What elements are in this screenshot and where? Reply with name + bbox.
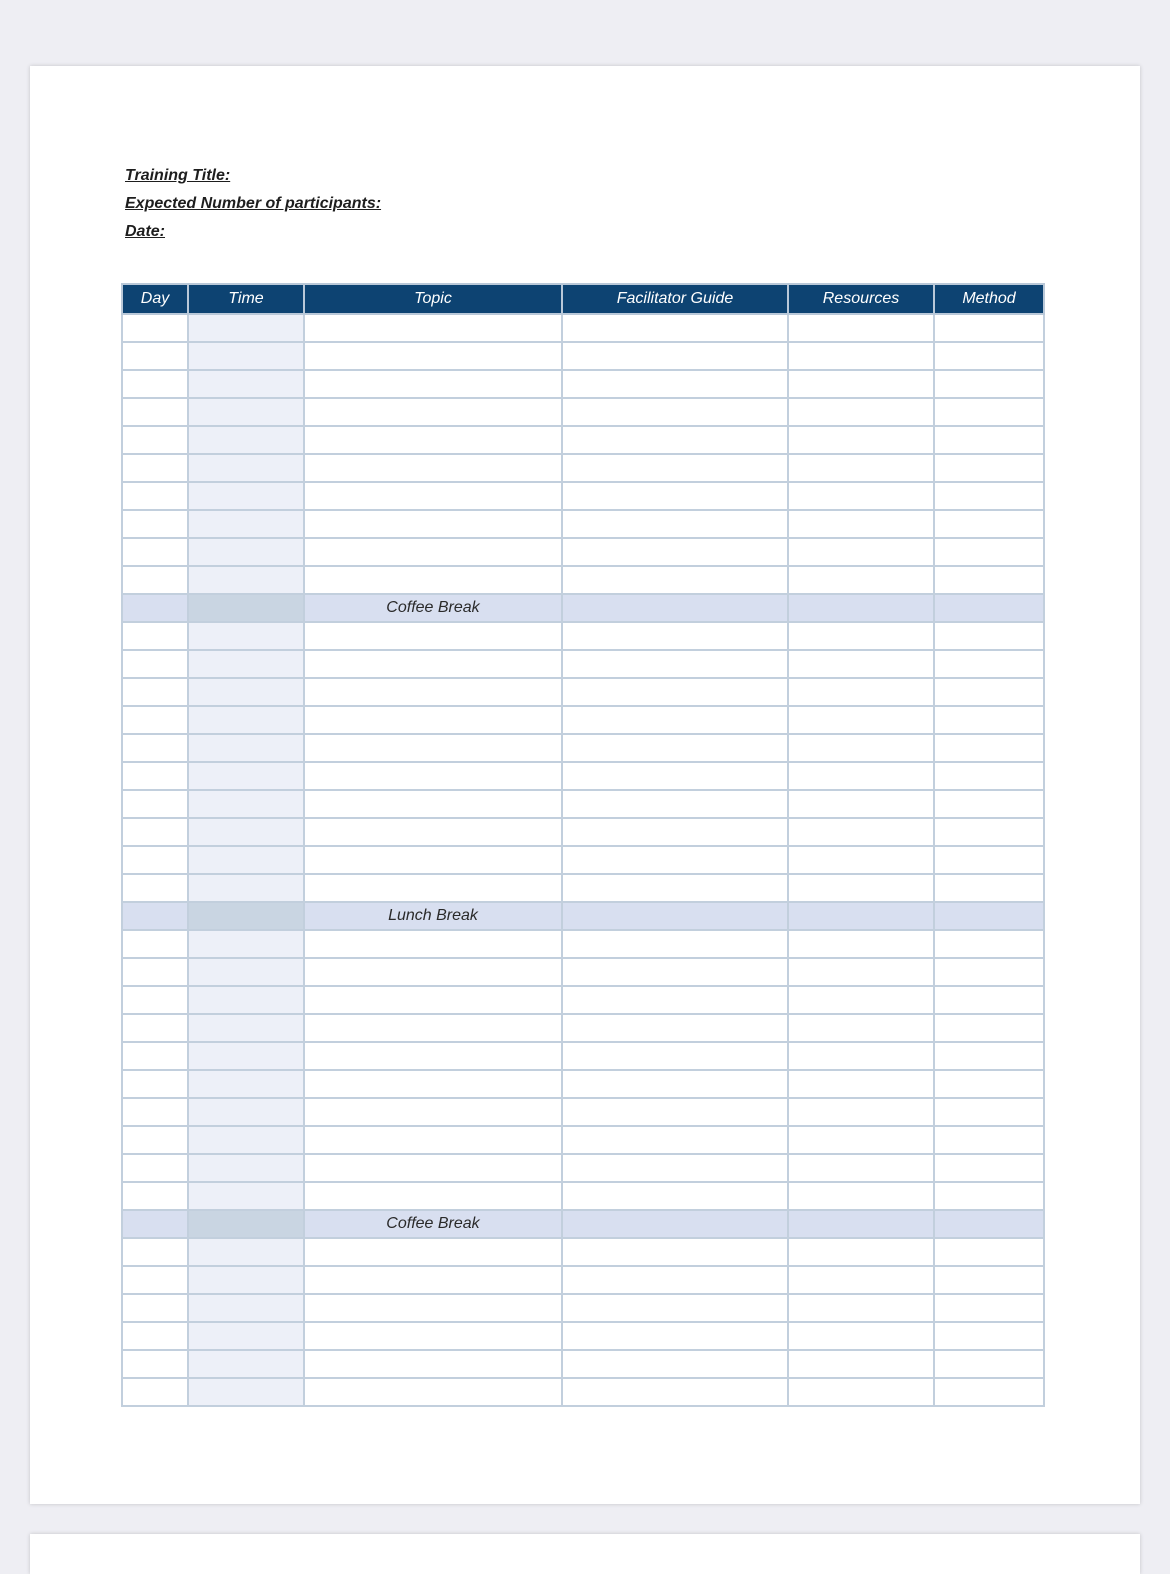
method-cell[interactable] [934,902,1044,930]
facilitator-guide-cell[interactable] [562,482,788,510]
day-cell[interactable] [122,790,188,818]
table-row [122,454,1044,482]
next-page [30,1534,1140,1574]
time-cell[interactable] [188,1350,304,1378]
method-cell[interactable] [934,762,1044,790]
method-cell[interactable] [934,734,1044,762]
date-label: Date: [125,223,166,240]
facilitator-guide-cell[interactable] [562,398,788,426]
topic-cell[interactable] [304,1350,562,1378]
topic-cell[interactable] [304,874,562,902]
method-cell[interactable] [934,426,1044,454]
facilitator-guide-cell[interactable] [562,1322,788,1350]
table-row [122,426,1044,454]
method-cell[interactable] [934,986,1044,1014]
day-cell[interactable] [122,958,188,986]
day-cell[interactable] [122,1378,188,1406]
topic-cell[interactable] [304,454,562,482]
method-cell[interactable] [934,1350,1044,1378]
table-row [122,1294,1044,1322]
time-cell[interactable] [188,426,304,454]
time-cell[interactable] [188,398,304,426]
facilitator-guide-cell[interactable] [562,1098,788,1126]
topic-cell[interactable] [304,566,562,594]
table-row [122,566,1044,594]
table-row [122,342,1044,370]
method-cell[interactable] [934,1154,1044,1182]
resources-cell[interactable] [788,706,934,734]
facilitator-guide-cell[interactable] [562,342,788,370]
resources-cell[interactable] [788,1350,934,1378]
topic-cell[interactable] [304,1070,562,1098]
time-cell[interactable] [188,510,304,538]
table-row [122,846,1044,874]
facilitator-guide-cell[interactable] [562,1154,788,1182]
time-cell[interactable] [188,958,304,986]
resources-cell[interactable] [788,790,934,818]
day-cell[interactable] [122,1154,188,1182]
resources-cell[interactable] [788,622,934,650]
table-row [122,958,1044,986]
resources-cell[interactable] [788,538,934,566]
day-cell[interactable] [122,314,188,342]
day-cell[interactable] [122,538,188,566]
method-cell[interactable] [934,1014,1044,1042]
column-header-topic: Topic [304,284,562,314]
method-cell[interactable] [934,538,1044,566]
table-row [122,734,1044,762]
facilitator-guide-cell[interactable] [562,1070,788,1098]
table-row [122,1238,1044,1266]
method-cell[interactable] [934,706,1044,734]
resources-cell[interactable] [788,1098,934,1126]
table-row [122,874,1044,902]
day-cell[interactable] [122,706,188,734]
topic-cell[interactable] [304,426,562,454]
document-page [30,66,1140,1504]
method-cell[interactable] [934,454,1044,482]
time-cell[interactable] [188,678,304,706]
method-cell[interactable] [934,314,1044,342]
resources-cell[interactable] [788,342,934,370]
resources-cell[interactable] [788,1042,934,1070]
time-cell[interactable] [188,706,304,734]
time-cell[interactable] [188,314,304,342]
resources-cell[interactable] [788,1014,934,1042]
facilitator-guide-cell[interactable] [562,538,788,566]
time-cell[interactable] [188,930,304,958]
facilitator-guide-cell[interactable] [562,426,788,454]
facilitator-guide-cell[interactable] [562,454,788,482]
topic-cell[interactable] [304,1014,562,1042]
time-cell[interactable] [188,566,304,594]
training-schedule-table [121,283,1045,1407]
facilitator-guide-cell[interactable] [562,1126,788,1154]
time-cell[interactable] [188,1294,304,1322]
table-row [122,1154,1044,1182]
break-row [122,594,1044,622]
method-cell[interactable] [934,1098,1044,1126]
day-cell[interactable] [122,426,188,454]
time-cell[interactable] [188,1238,304,1266]
day-cell[interactable] [122,1238,188,1266]
table-row [122,1322,1044,1350]
day-cell[interactable] [122,510,188,538]
topic-cell[interactable] [304,846,562,874]
day-cell[interactable] [122,1322,188,1350]
training-title-label: Training Title: [125,167,231,184]
facilitator-guide-cell[interactable] [562,706,788,734]
facilitator-guide-cell[interactable] [562,1266,788,1294]
method-cell[interactable] [934,930,1044,958]
topic-cell[interactable] [304,1294,562,1322]
column-header-time: Time [188,284,304,314]
day-cell[interactable] [122,1266,188,1294]
resources-cell[interactable] [788,566,934,594]
topic-cell[interactable] [304,818,562,846]
method-cell[interactable] [934,958,1044,986]
table-row [122,1098,1044,1126]
method-cell[interactable] [934,650,1044,678]
time-cell[interactable] [188,1322,304,1350]
method-cell[interactable] [934,1070,1044,1098]
time-cell[interactable] [188,734,304,762]
topic-cell[interactable] [304,734,562,762]
facilitator-guide-cell[interactable] [562,1210,788,1238]
day-cell[interactable] [122,1126,188,1154]
facilitator-guide-cell[interactable] [562,1042,788,1070]
resources-cell[interactable] [788,846,934,874]
method-cell[interactable] [934,1322,1044,1350]
day-cell[interactable] [122,370,188,398]
resources-cell[interactable] [788,1238,934,1266]
time-cell[interactable] [188,1042,304,1070]
topic-cell[interactable] [304,1182,562,1210]
table-row [122,370,1044,398]
resources-cell[interactable] [788,762,934,790]
resources-cell[interactable] [788,594,934,622]
resources-cell[interactable] [788,958,934,986]
facilitator-guide-cell[interactable] [562,874,788,902]
method-cell[interactable] [934,482,1044,510]
column-header-day: Day [122,284,188,314]
day-cell[interactable] [122,566,188,594]
method-cell[interactable] [934,1238,1044,1266]
facilitator-guide-cell[interactable] [562,370,788,398]
table-row [122,1126,1044,1154]
table-row [122,1042,1044,1070]
topic-cell[interactable] [304,958,562,986]
topic-cell[interactable] [304,1378,562,1406]
day-cell[interactable] [122,398,188,426]
time-cell[interactable] [188,342,304,370]
resources-cell[interactable] [788,902,934,930]
time-cell[interactable] [188,594,304,622]
resources-cell[interactable] [788,314,934,342]
day-cell[interactable] [122,342,188,370]
table-row [122,790,1044,818]
table-row [122,1014,1044,1042]
time-cell[interactable] [188,902,304,930]
day-cell[interactable] [122,902,188,930]
table-row [122,650,1044,678]
facilitator-guide-cell[interactable] [562,1294,788,1322]
time-cell[interactable] [188,1378,304,1406]
day-cell[interactable] [122,846,188,874]
topic-cell[interactable] [304,482,562,510]
facilitator-guide-cell[interactable] [562,734,788,762]
participants-label: Expected Number of participants: [125,195,382,212]
topic-cell[interactable] [304,538,562,566]
table-row [122,818,1044,846]
method-cell[interactable] [934,678,1044,706]
method-cell[interactable] [934,818,1044,846]
time-cell[interactable] [188,1014,304,1042]
resources-cell[interactable] [788,1182,934,1210]
facilitator-guide-cell[interactable] [562,818,788,846]
method-cell[interactable] [934,510,1044,538]
resources-cell[interactable] [788,930,934,958]
training-meta [125,165,381,249]
topic-cell[interactable] [304,1238,562,1266]
topic-cell[interactable]: Lunch Break [304,902,562,930]
day-cell[interactable] [122,1098,188,1126]
table-row [122,678,1044,706]
topic-cell[interactable] [304,1154,562,1182]
method-cell[interactable] [934,1042,1044,1070]
facilitator-guide-cell[interactable] [562,762,788,790]
facilitator-guide-cell[interactable] [562,790,788,818]
table-row [122,398,1044,426]
table-row [122,510,1044,538]
facilitator-guide-cell[interactable] [562,902,788,930]
time-cell[interactable] [188,874,304,902]
table-row [122,1266,1044,1294]
topic-cell[interactable] [304,342,562,370]
day-cell[interactable] [122,482,188,510]
topic-cell[interactable] [304,1126,562,1154]
topic-cell[interactable] [304,1322,562,1350]
time-cell[interactable] [188,986,304,1014]
topic-cell[interactable]: Coffee Break [304,594,562,622]
topic-cell[interactable] [304,790,562,818]
resources-cell[interactable] [788,1070,934,1098]
time-cell[interactable] [188,1266,304,1294]
resources-cell[interactable] [788,1126,934,1154]
method-cell[interactable] [934,1266,1044,1294]
method-cell[interactable] [934,1182,1044,1210]
method-cell[interactable] [934,846,1044,874]
topic-cell[interactable] [304,650,562,678]
resources-cell[interactable] [788,482,934,510]
table-row [122,1378,1044,1406]
facilitator-guide-cell[interactable] [562,1238,788,1266]
day-cell[interactable] [122,622,188,650]
day-cell[interactable] [122,454,188,482]
facilitator-guide-cell[interactable] [562,1378,788,1406]
table-row [122,1350,1044,1378]
topic-cell[interactable] [304,622,562,650]
time-cell[interactable] [188,482,304,510]
method-cell[interactable] [934,398,1044,426]
time-cell[interactable] [188,1098,304,1126]
topic-cell[interactable] [304,930,562,958]
method-cell[interactable] [934,1210,1044,1238]
time-cell[interactable] [188,762,304,790]
topic-cell[interactable] [304,1266,562,1294]
time-cell[interactable] [188,370,304,398]
day-cell[interactable] [122,930,188,958]
time-cell[interactable] [188,818,304,846]
resources-cell[interactable] [788,1294,934,1322]
topic-cell[interactable]: Coffee Break [304,1210,562,1238]
method-cell[interactable] [934,622,1044,650]
resources-cell[interactable] [788,678,934,706]
method-cell[interactable] [934,1126,1044,1154]
time-cell[interactable] [188,454,304,482]
day-cell[interactable] [122,818,188,846]
facilitator-guide-cell[interactable] [562,314,788,342]
table-row [122,930,1044,958]
resources-cell[interactable] [788,734,934,762]
time-cell[interactable] [188,1182,304,1210]
time-cell[interactable] [188,622,304,650]
resources-cell[interactable] [788,1322,934,1350]
column-header-method: Method [934,284,1044,314]
topic-cell[interactable] [304,1098,562,1126]
time-cell[interactable] [188,538,304,566]
method-cell[interactable] [934,566,1044,594]
resources-cell[interactable] [788,370,934,398]
topic-cell[interactable] [304,706,562,734]
table-row [122,622,1044,650]
facilitator-guide-cell[interactable] [562,1182,788,1210]
day-cell[interactable] [122,1042,188,1070]
resources-cell[interactable] [788,510,934,538]
resources-cell[interactable] [788,1266,934,1294]
resources-cell[interactable] [788,426,934,454]
facilitator-guide-cell[interactable] [562,678,788,706]
table-body [122,314,1044,1406]
method-cell[interactable] [934,1378,1044,1406]
method-cell[interactable] [934,874,1044,902]
time-cell[interactable] [188,1154,304,1182]
table-row [122,538,1044,566]
day-cell[interactable] [122,1182,188,1210]
topic-cell[interactable] [304,986,562,1014]
time-cell[interactable] [188,846,304,874]
facilitator-guide-cell[interactable] [562,1014,788,1042]
facilitator-guide-cell[interactable] [562,846,788,874]
day-cell[interactable] [122,594,188,622]
method-cell[interactable] [934,790,1044,818]
time-cell[interactable] [188,1070,304,1098]
time-cell[interactable] [188,790,304,818]
table-row [122,1182,1044,1210]
topic-cell[interactable] [304,678,562,706]
day-cell[interactable] [122,1210,188,1238]
table-row [122,706,1044,734]
break-row [122,902,1044,930]
day-cell[interactable] [122,762,188,790]
resources-cell[interactable] [788,1154,934,1182]
column-header-resources: Resources [788,284,934,314]
facilitator-guide-cell[interactable] [562,958,788,986]
facilitator-guide-cell[interactable] [562,650,788,678]
resources-cell[interactable] [788,398,934,426]
time-cell[interactable] [188,1126,304,1154]
break-row [122,1210,1044,1238]
method-cell[interactable] [934,370,1044,398]
table-row [122,1070,1044,1098]
table-row [122,762,1044,790]
facilitator-guide-cell[interactable] [562,622,788,650]
table-row [122,482,1044,510]
resources-cell[interactable] [788,1378,934,1406]
resources-cell[interactable] [788,650,934,678]
day-cell[interactable] [122,678,188,706]
resources-cell[interactable] [788,874,934,902]
day-cell[interactable] [122,734,188,762]
facilitator-guide-cell[interactable] [562,1350,788,1378]
topic-cell[interactable] [304,1042,562,1070]
day-cell[interactable] [122,650,188,678]
day-cell[interactable] [122,1070,188,1098]
topic-cell[interactable] [304,762,562,790]
column-header-facilitator-guide: Facilitator Guide [562,284,788,314]
day-cell[interactable] [122,1350,188,1378]
facilitator-guide-cell[interactable] [562,594,788,622]
topic-cell[interactable] [304,314,562,342]
table-row [122,314,1044,342]
topic-cell[interactable] [304,370,562,398]
time-cell[interactable] [188,650,304,678]
day-cell[interactable] [122,1014,188,1042]
day-cell[interactable] [122,874,188,902]
method-cell[interactable] [934,1294,1044,1322]
resources-cell[interactable] [788,986,934,1014]
topic-cell[interactable] [304,398,562,426]
day-cell[interactable] [122,986,188,1014]
time-cell[interactable] [188,1210,304,1238]
topic-cell[interactable] [304,510,562,538]
method-cell[interactable] [934,594,1044,622]
resources-cell[interactable] [788,454,934,482]
resources-cell[interactable] [788,1210,934,1238]
day-cell[interactable] [122,1294,188,1322]
facilitator-guide-cell[interactable] [562,986,788,1014]
facilitator-guide-cell[interactable] [562,510,788,538]
table-header-row [122,284,1044,314]
table-row [122,986,1044,1014]
resources-cell[interactable] [788,818,934,846]
facilitator-guide-cell[interactable] [562,566,788,594]
method-cell[interactable] [934,342,1044,370]
facilitator-guide-cell[interactable] [562,930,788,958]
